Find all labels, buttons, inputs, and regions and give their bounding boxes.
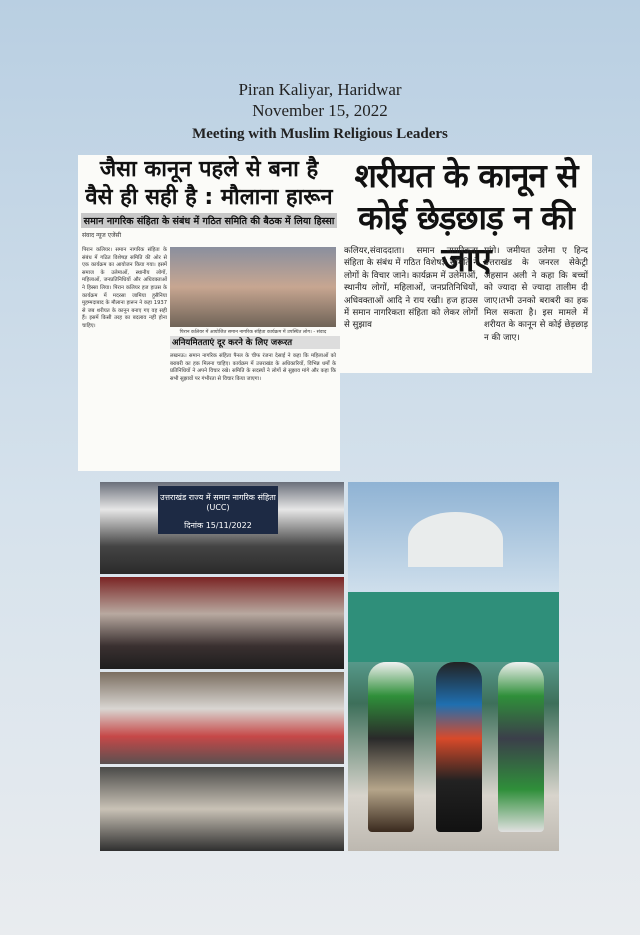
photo-audience-men	[100, 767, 344, 851]
clip-left-headline-2: वैसे ही सही है : मौलाना हारून	[85, 185, 333, 210]
person-middle	[436, 662, 482, 832]
photo-speakers-panel	[100, 577, 344, 669]
clip-left-column-2: लखनऊ। समान नागरिक संहिता पैनल के चीफ रंजना देसाई ने कहा कि महिलाओं को बराबरी का हक मिलना चाहिए। कार्यक्रम में उत्तराखंड के अधिकारियों, विभिन्न धर्मों के प्रतिनिधियों ने अपने विचार रखे। समिति के सदस्यों ने लोगों से सुझाव मांगे और कहा कि सभी सुझावों पर गंभीरता से विचार किया जाएगा।	[170, 353, 336, 382]
clip-left-byline: संवाद न्यूज एजेंसी	[82, 232, 122, 239]
banner-date: दिनांक 15/11/2022	[184, 521, 252, 530]
person-left	[368, 662, 414, 832]
newspaper-clip-right	[340, 155, 592, 373]
clip-right-column-1: कलियर,संवाददाता। समान नागरिकता संहिता के संबंध में गठित विशेषज्ञ समिति ने लोगों के विचार जाने। कार्यक्रम में उलेमाओं, स्थानीय लोगों, महिलाओं, जनप्रतिनिधियों, अधिवक्ताओं आदि ने राय रखी। हज हाउस में समान नागरिकता संहिता को लेकर लोगों से सुझाव	[344, 246, 478, 331]
shrine-dome	[408, 512, 503, 567]
clip-left-photo	[170, 247, 336, 327]
banner-title: उत्तराखंड राज्य में समान नागरिक संहिता (UCC)	[160, 493, 276, 512]
person-right	[498, 662, 544, 832]
shrine-building	[348, 592, 559, 662]
photo-shrine-group	[348, 482, 559, 851]
photo-audience-women	[100, 672, 344, 764]
clip-left-subhead: अनियमितताएं दूर करने के लिए जरूरत	[170, 336, 340, 349]
event-banner	[158, 486, 278, 534]
clip-left-column: पिरान कलियर। समान नागरिक संहिता के संबंध में गठित विशेषज्ञ समिति की ओर से एक कार्यक्रम का आयोजन किया गया। इसमें समाज के उलेमाओं, स्थानीय लोगों, महिलाओं, जनप्रतिनिधियों और अधिवक्ताओं ने हिस्सा लिया। पिरान कलियर हज हाउस के कार्यक्रम में मदरसा जामिया हुसैनिया मुहम्मदाबाद के मौलाना हारून ने कहा 1937 से जब शरीयत के कानून बनाए गए वह सही हैं। इसमें किसी तरह का बदलाव नहीं होना चाहिए।	[82, 247, 167, 329]
clip-right-headline-2: कोई छेड़छाड़ न की जाए	[358, 198, 574, 279]
header-subtitle: Meeting with Muslim Religious Leaders	[192, 126, 448, 142]
newspaper-clip-left	[78, 155, 340, 471]
clip-right-headline-1: शरीयत के कानून से	[354, 156, 578, 195]
clip-left-caption: पिरान कलियर में आयोजित समान नागरिक संहिता कार्यक्रम में उपस्थित लोग। - संवाद	[179, 330, 327, 335]
clip-left-subheading: समान नागरिक संहिता के संबंध में गठित समिति की बैठक में लिया हिस्सा	[81, 213, 337, 228]
header-location: Piran Kaliyar, Haridwar	[238, 80, 402, 99]
clip-left-headline-1: जैसा कानून पहले से बना है	[99, 157, 319, 182]
clip-right-column-2: मांगे। जमीयत उलेमा ए हिन्द उत्तराखंड के जनरल सेकेट्री अहसान अली ने कहा कि बच्चों को ज्यादा से ज्यादा तालीम दी जाए।तभी उनको बराबरी का हक मिल सकता है। इस मामले में शरीयत के कानून से कोई छेड़छाड़ न की जाए।	[484, 246, 588, 343]
header-date: November 15, 2022	[252, 101, 388, 120]
photo-stage-meeting	[100, 482, 344, 574]
